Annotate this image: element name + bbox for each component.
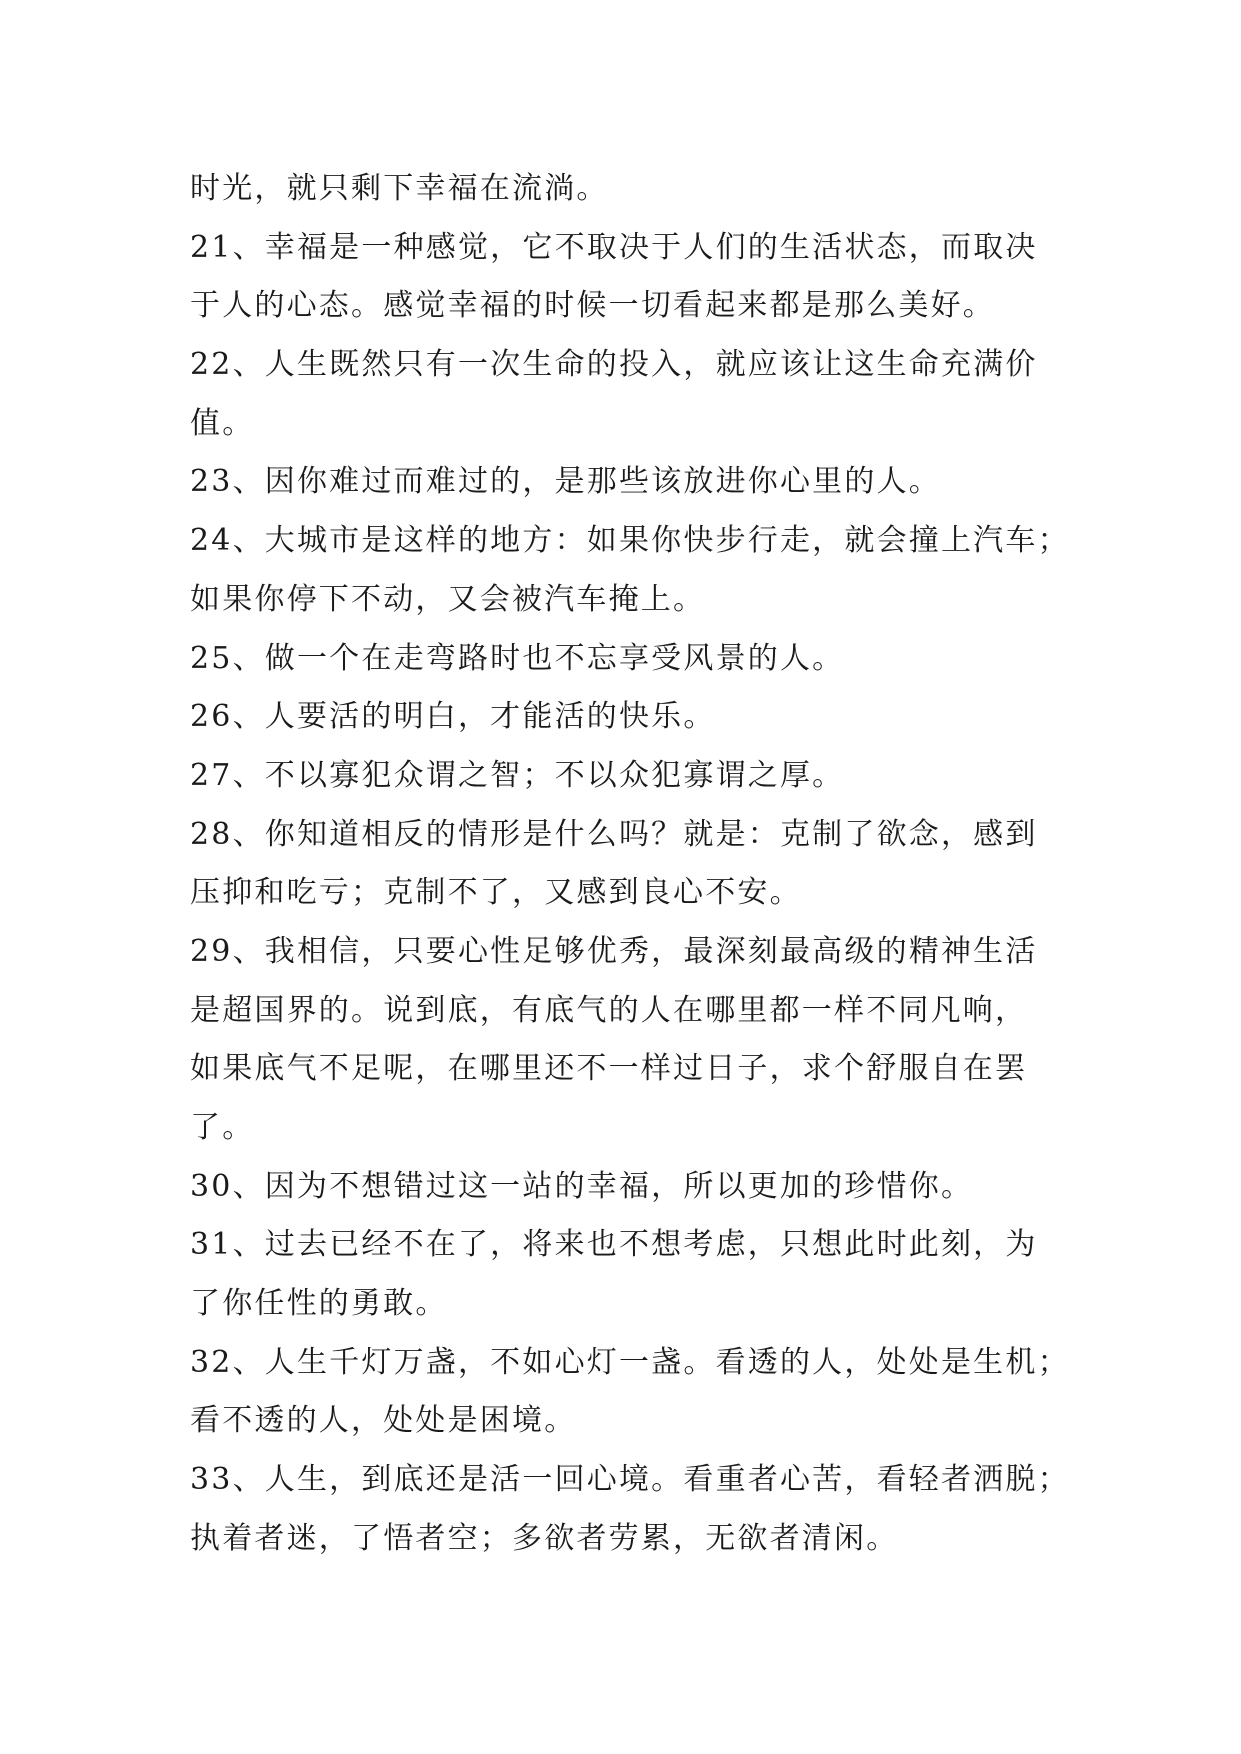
text-line: 31、过去已经不在了，将来也不想考虑，只想此时此刻，为 — [190, 1227, 1038, 1263]
text-line: 于人的心态。感觉幸福的时候一切看起来都是那么美好。 — [190, 288, 995, 324]
text-line: 如果你停下不动，又会被汽车掩上。 — [190, 581, 706, 617]
text-line: 24、大城市是这样的地方：如果你快步行走，就会撞上汽车； — [190, 523, 1070, 559]
text-line: 执着者迷，了悟者空；多欲者劳累，无欲者清闲。 — [190, 1520, 899, 1556]
document-body — [190, 160, 1070, 1569]
text-line: 了你任性的勇敢。 — [190, 1286, 448, 1322]
text-line: 看不透的人，处处是困境。 — [190, 1403, 577, 1439]
text-line: 21、幸福是一种感觉，它不取决于人们的生活状态，而取决 — [190, 229, 1038, 265]
text-line: 如果底气不足呢，在哪里还不一样过日子，求个舒服自在罢 — [190, 1051, 1028, 1087]
text-line: 时光，就只剩下幸福在流淌。 — [190, 171, 609, 206]
text-line: 26、人要活的明白，才能活的快乐。 — [190, 699, 716, 735]
text-line: 了。 — [190, 1110, 255, 1145]
text-line: 压抑和吃亏；克制不了，又感到良心不安。 — [190, 875, 802, 911]
text-line: 32、人生千灯万盏，不如心灯一盏。看透的人，处处是生机； — [190, 1344, 1070, 1380]
text-line: 22、人生既然只有一次生命的投入，就应该让这生命充满价 — [190, 347, 1038, 383]
text-line: 25、做一个在走弯路时也不忘享受风景的人。 — [190, 640, 845, 676]
text-line: 是超国界的。说到底，有底气的人在哪里都一样不同凡响， — [190, 992, 1028, 1028]
text-line: 23、因你难过而难过的，是那些该放进你心里的人。 — [190, 464, 941, 500]
text-line: 27、不以寡犯众谓之智；不以众犯寡谓之厚。 — [190, 757, 845, 793]
text-line: 29、我相信，只要心性足够优秀，最深刻最高级的精神生活 — [190, 933, 1038, 969]
text-line: 30、因为不想错过这一站的幸福，所以更加的珍惜你。 — [190, 1168, 974, 1204]
text-line: 33、人生，到底还是活一回心境。看重者心苦，看轻者洒脱； — [190, 1462, 1070, 1498]
text-line: 28、你知道相反的情形是什么吗？就是：克制了欲念，感到 — [190, 816, 1038, 852]
text-line: 值。 — [190, 405, 255, 441]
